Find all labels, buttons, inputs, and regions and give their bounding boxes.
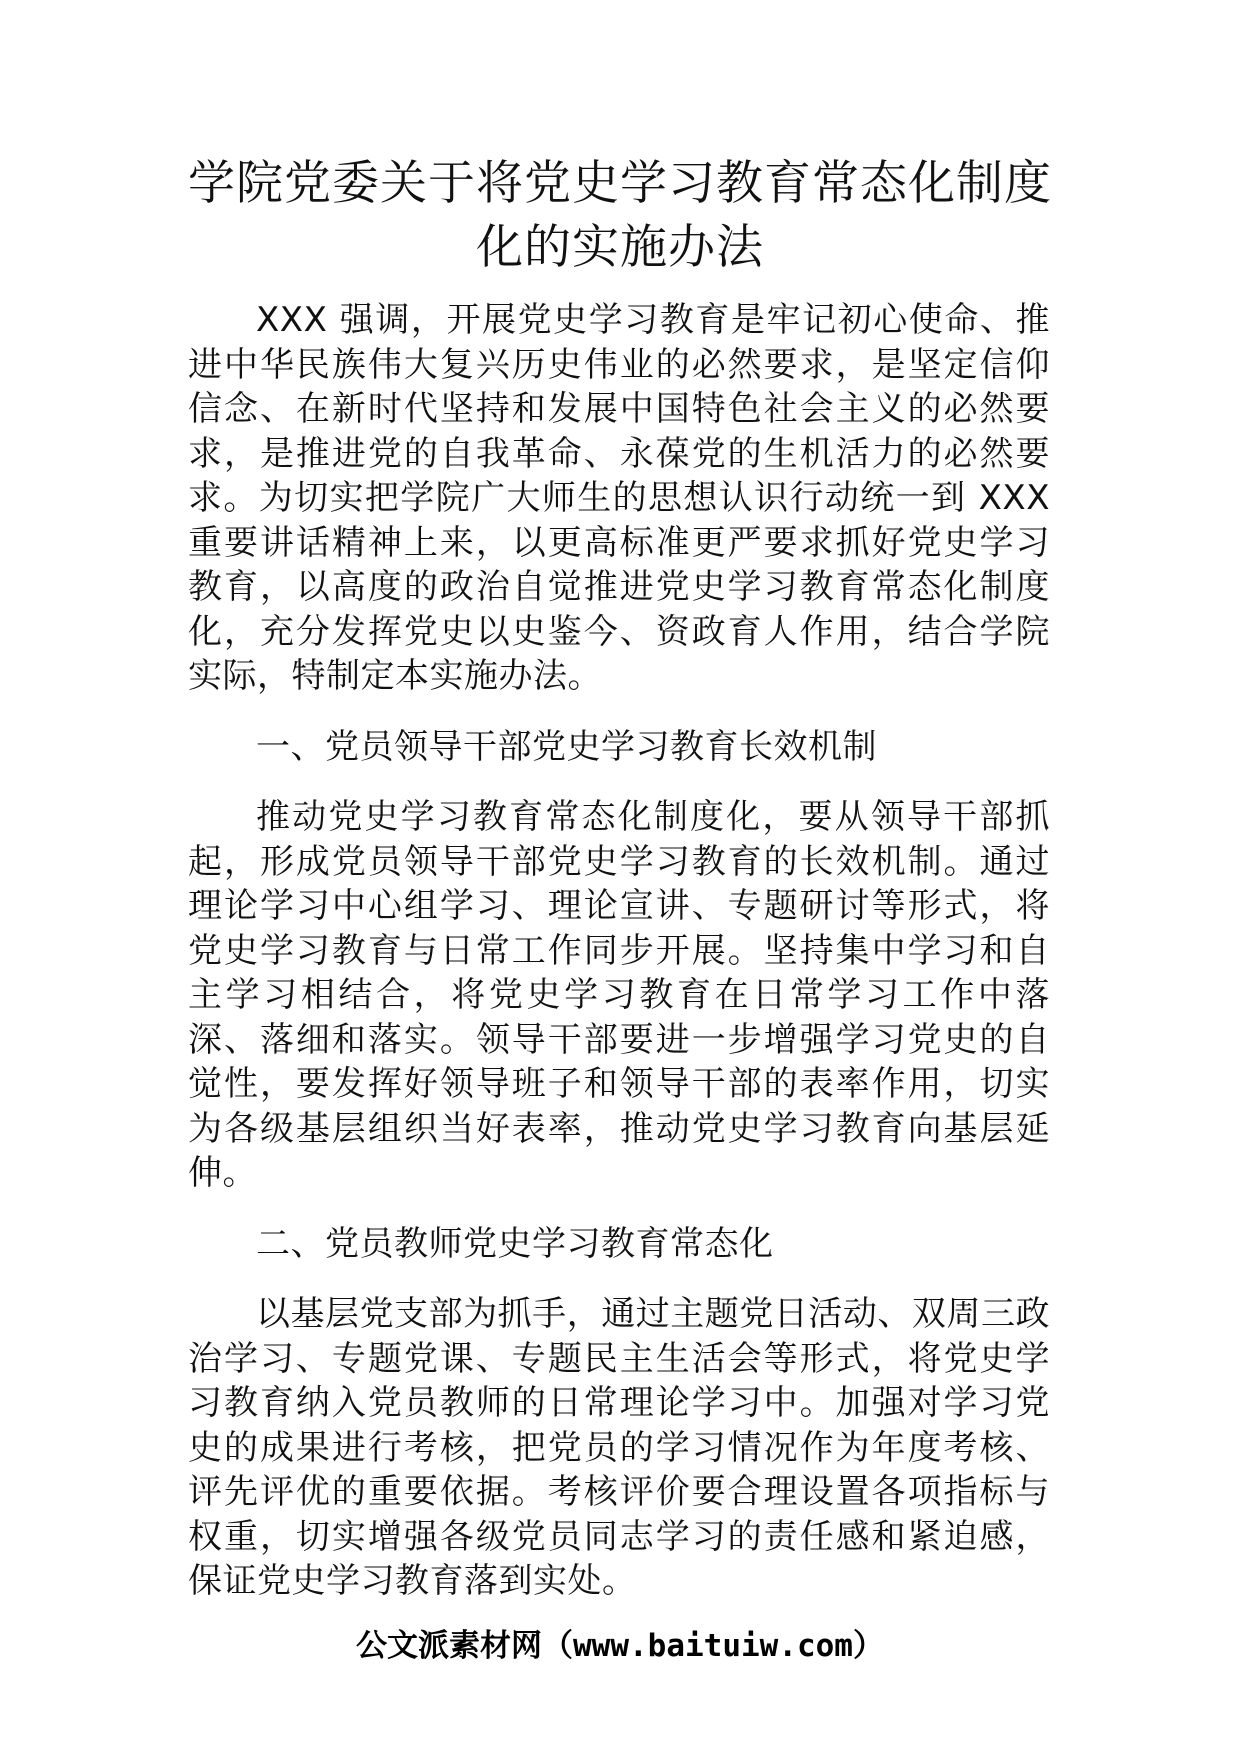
- section-heading-1: 一、党员领导干部党史学习教育长效机制: [256, 726, 877, 767]
- footer-site-name: 公文派素材网: [356, 1628, 543, 1664]
- section-paragraph-2: 以基层党支部为抓手，通过主题党日活动、双周三政治学习、专题党课、专题民主生活会等形式，将党史学习教育纳入党员教师的日常理论学习中。加强对学习党史的成果进行考核，把党员的学习情况作为年度考核、评先评优的重要依据。考核评价要合理设置各项指标与权重，切实增强各级党员同志学习的责任感和紧迫感，保证党史学习教育落到实处。: [188, 1294, 1050, 1601]
- title-line-2: 化的实施办法: [476, 220, 764, 275]
- document-body: [188, 298, 1050, 1604]
- intro-paragraph: XXX 强调，开展党史学习教育是牢记初心使命、推进中华民族伟大复兴历史伟业的必然要求，是坚定信仰信念、在新时代坚持和发展中国特色社会主义的必然要求，是推进党的自我革命、永葆党的生机活力的必然要求。为切实把学院广大师生的思想认识行动统一到 XXX 重要讲话精神上来，以更高标准更严要求抓好党史学习教育，以高度的政治自觉推进党史学习教育常态化制度化，充分发挥党史以史鉴今、资政育人作用，结合学院实际，特制定本实施办法。: [188, 300, 1050, 696]
- section-heading-2: 二、党员教师党史学习教育常态化: [256, 1223, 774, 1264]
- section-paragraph-1: 推动党史学习教育常态化制度化，要从领导干部抓起，形成党员领导干部党史学习教育的长效机制。通过理论学习中心组学习、理论宣讲、专题研讨等形式，将党史学习教育与日常工作同步开展。坚持集中学习和自主学习相结合，将党史学习教育在日常学习工作中落深、落细和落实。领导干部要进一步增强学习党史的自觉性，要发挥好领导班子和领导干部的表率作用，切实为各级基层组织当好表率，推动党史学习教育向基层延伸。: [188, 797, 1050, 1193]
- document-title: [180, 152, 1060, 280]
- footer-watermark: [0, 1624, 1240, 1668]
- title-line-1: 学院党委关于将党史学习教育常态化制度: [188, 156, 1052, 211]
- footer-url[interactable]: （www.baituiw.com）: [542, 1628, 884, 1664]
